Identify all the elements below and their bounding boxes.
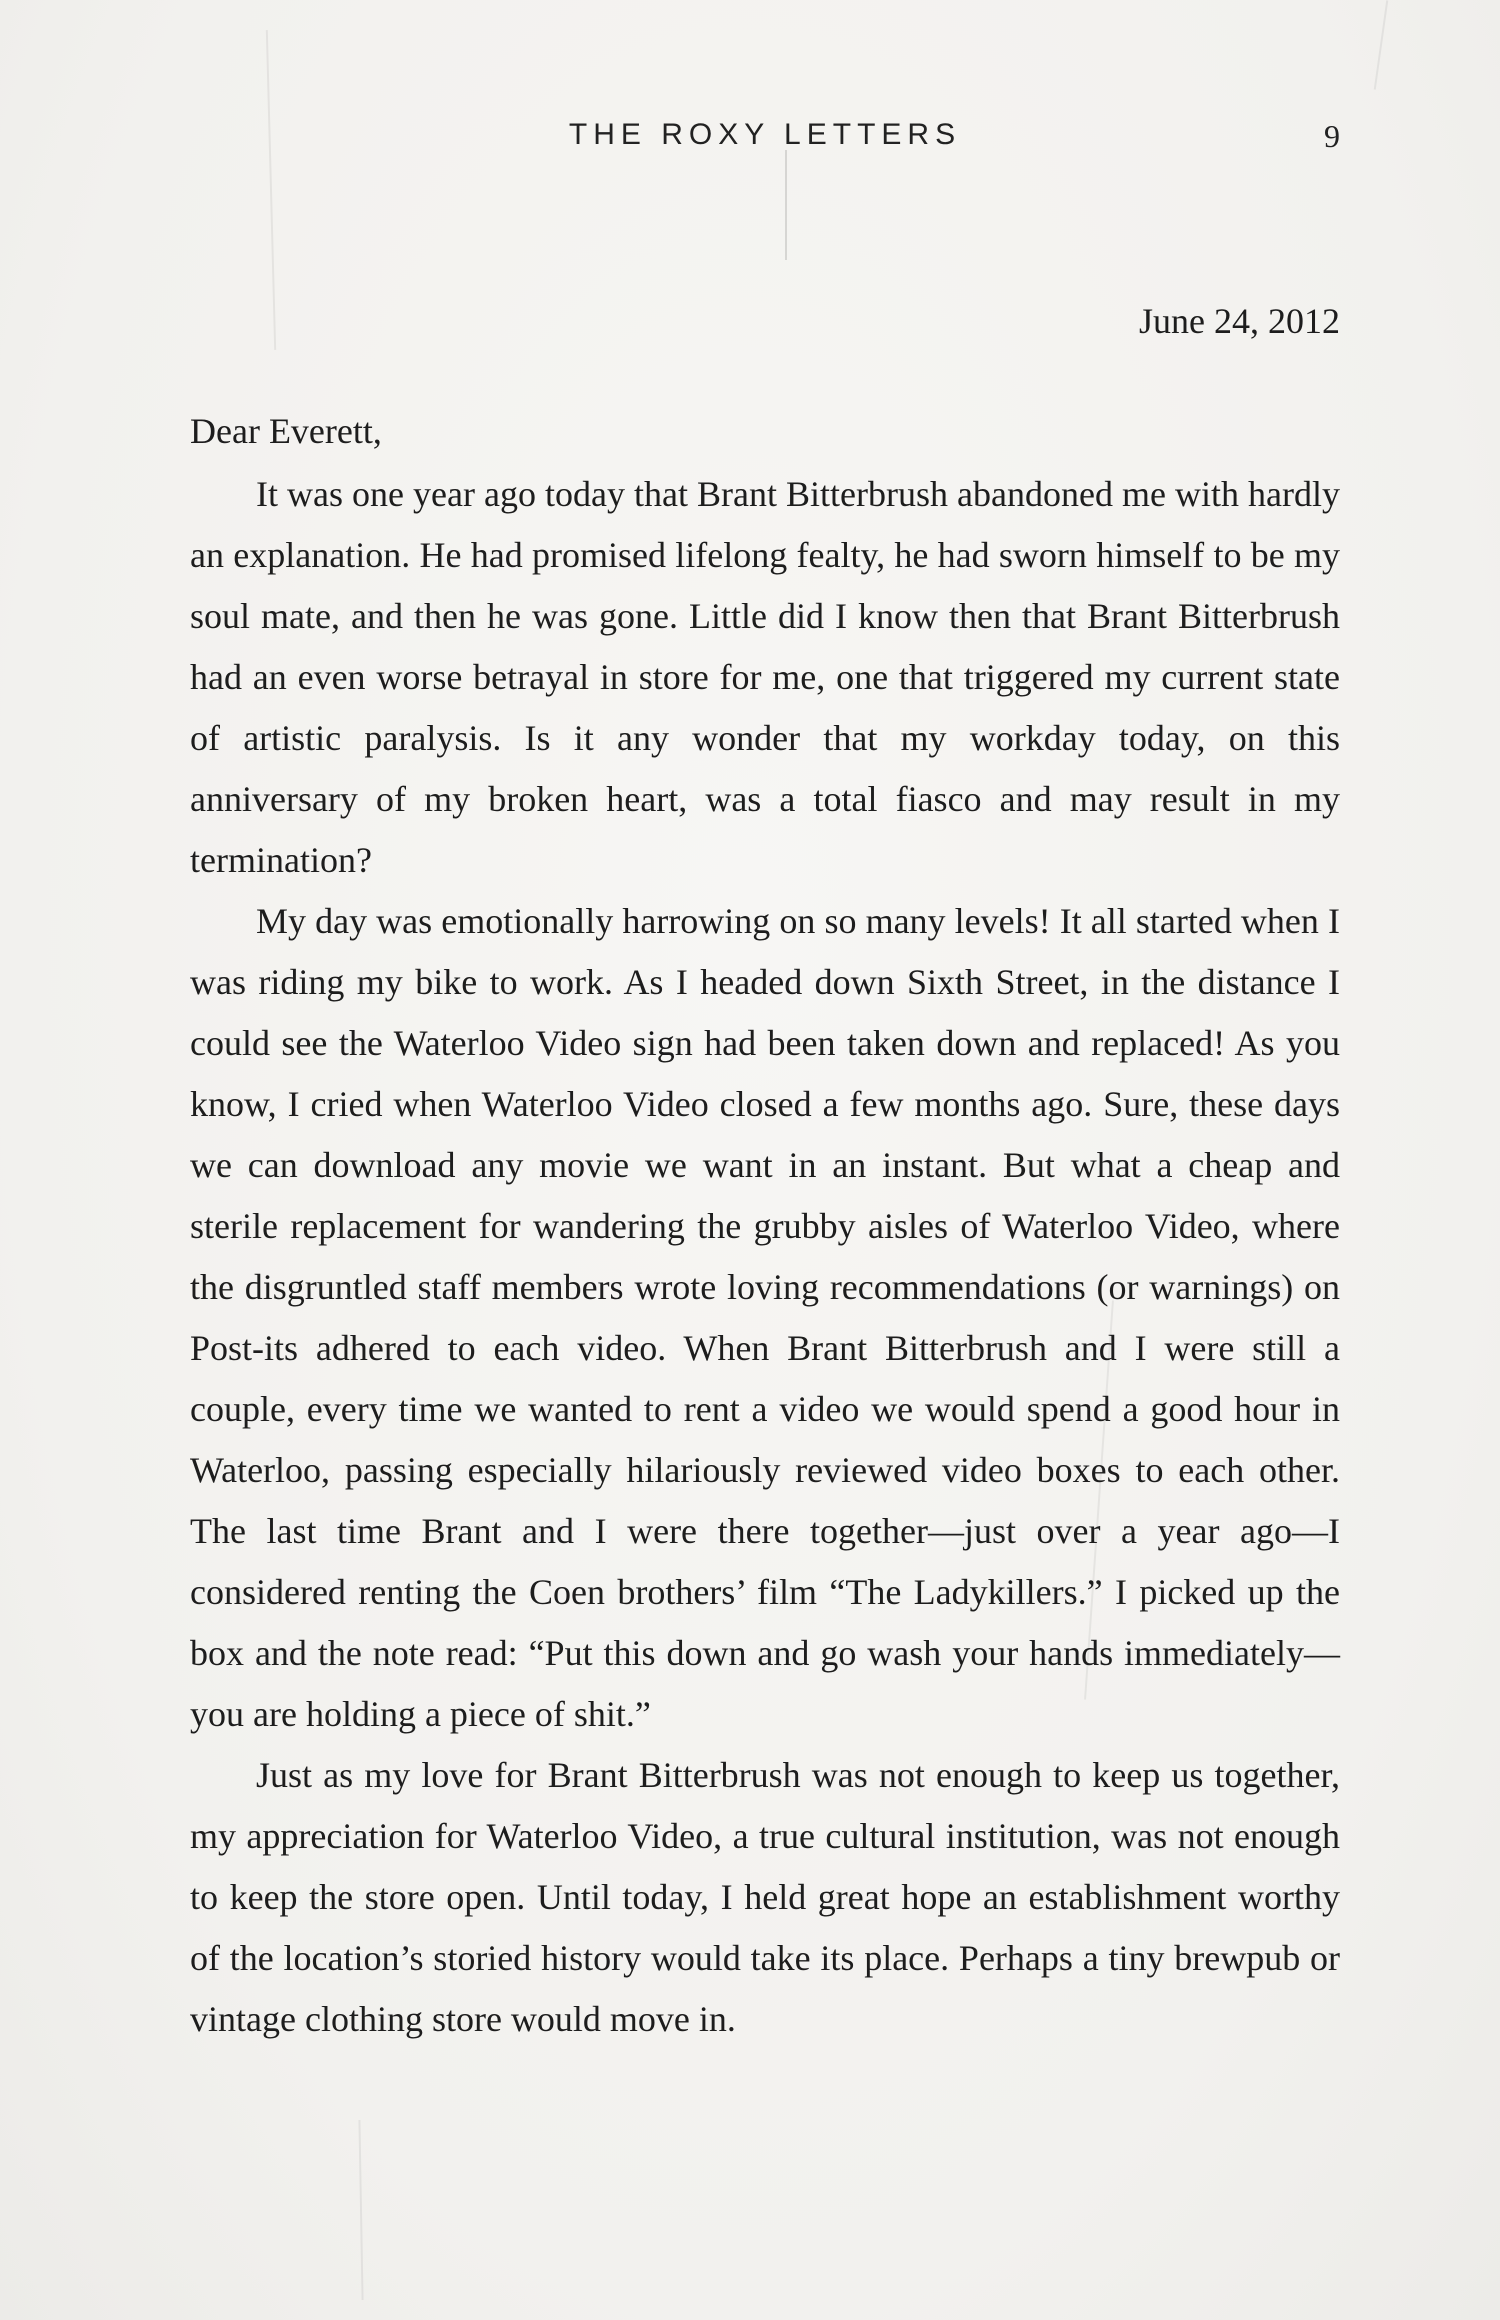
scan-crease [358,2120,363,2300]
letter-date: June 24, 2012 [1139,301,1340,341]
paragraph-1: It was one year ago today that Brant Bitterbrush abandoned me with hardly an explanation. He had promised lifelong fealty, he had sworn himself to be my soul mate, and then he was gone. Little did I know then that Brant Bitterbrush had an even worse betrayal in store for me, one that triggered my current state of artistic paralysis. Is it any wonder that my workday today, on this anniversary of my broken heart, was a total fiasco and may result in my termination? [190,474,1340,880]
running-header [0,118,1500,168]
scan-crease [1374,0,1389,89]
paragraph-2: My day was emotionally harrowing on so many levels! It all started when I was riding my bike to work. As I headed down Sixth Street, in the distance I could see the Waterloo Video sign had been taken down and replaced! As you know, I cried when Waterloo Video closed a few months ago. Sure, these days we can download any movie we want in an instant. But what a cheap and sterile replacement for wandering the grubby aisles of Waterloo Video, where the disgruntled staff members wrote loving recommendations (or warnings) on Post-its adhered to each video. When Brant Bitterbrush and I were still a couple, every time we wanted to rent a video we would spend a good hour in Waterloo, passing especially hilariously reviewed video boxes to each other. The last time Brant and I were there together—just over a year ago—I considered renting the Coen brothers’ film “The Ladykillers.” I picked up the box and the note read: “Put this down and go wash your hands immediately—you are holding a piece of shit.” [190,901,1340,1734]
letter-salutation: Dear Everett, [190,411,382,451]
running-title: THE ROXY LETTERS [568,118,962,151]
paragraph-3: Just as my love for Brant Bitterbrush was not enough to keep us together, my appreciation for Waterloo Video, a true cultural institution, was not enough to keep the store open. Until today, I held great hope an establishment worthy of the location’s storied history would take its place. Perhaps a tiny brewpub or vintage clothing store would move in. [190,1755,1340,2039]
scan-crease [266,30,276,350]
page-number: 9 [1324,118,1340,154]
letter-body [190,464,1340,2050]
